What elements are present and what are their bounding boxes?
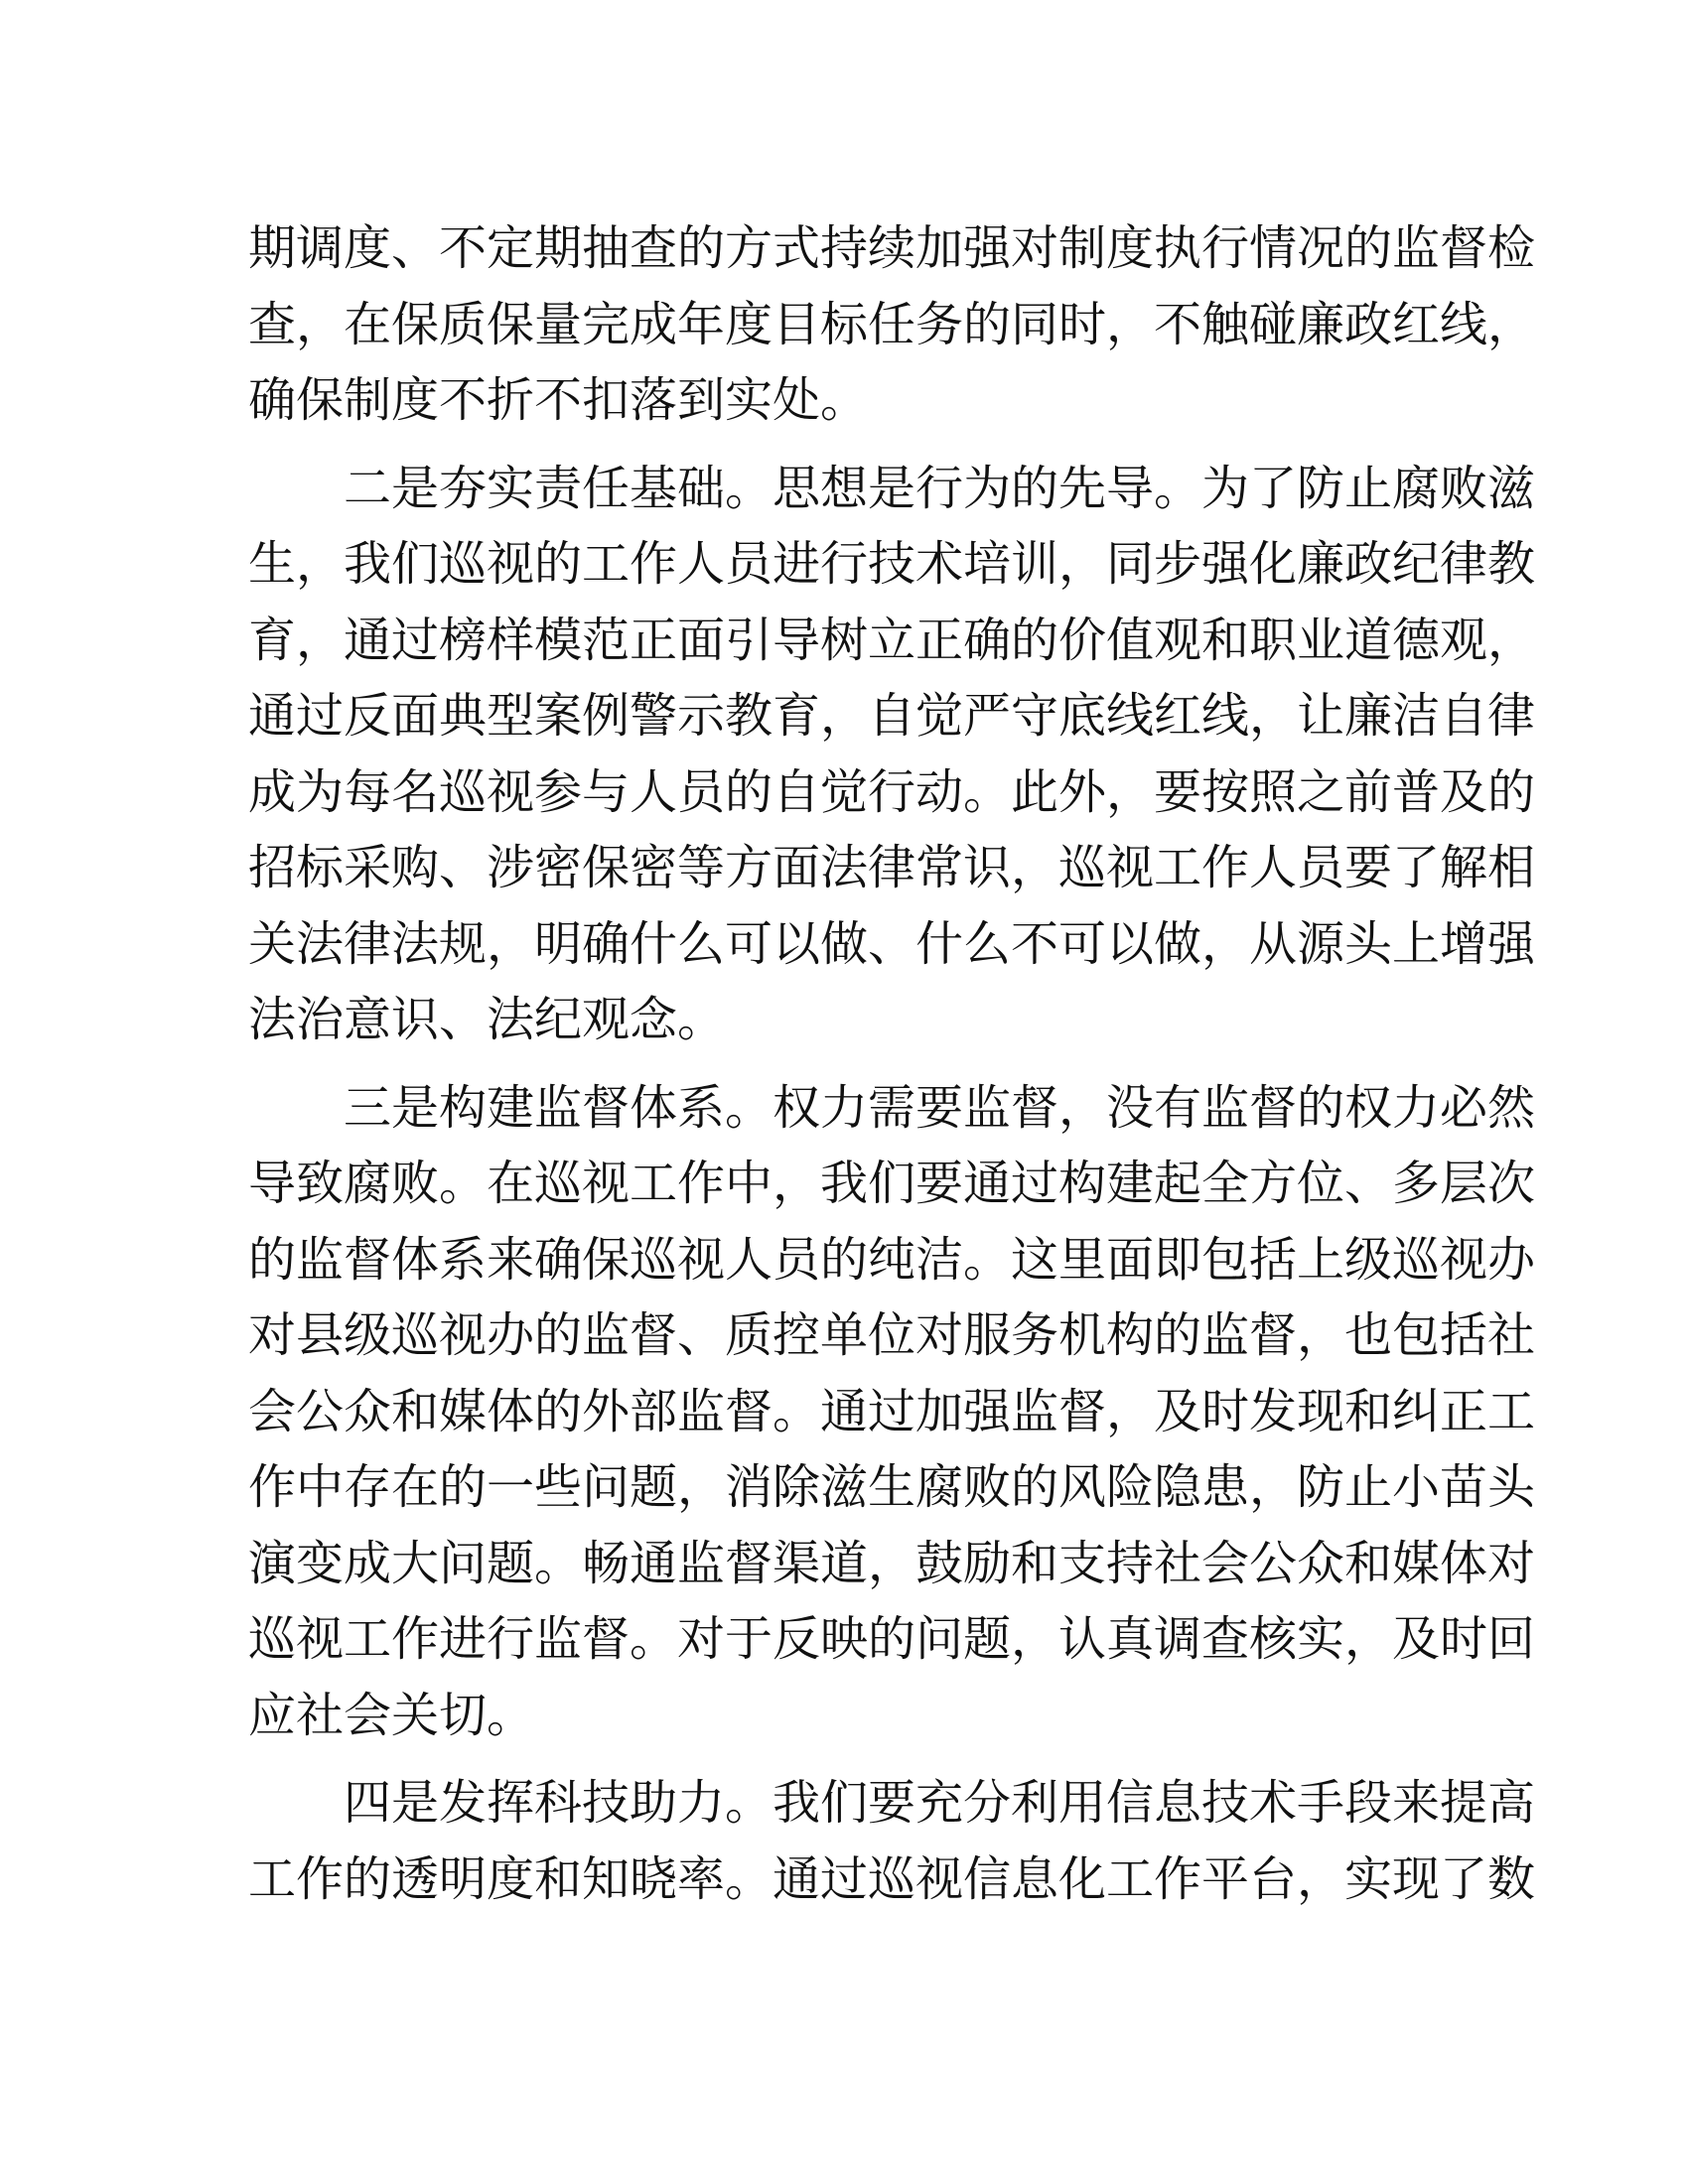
text-line: 工作的透明度和知晓率。通过巡视信息化工作平台，实现了数 xyxy=(248,1850,1536,1907)
text-line: 对县级巡视办的监督、质控单位对服务机构的监督，也包括社 xyxy=(248,1307,1536,1363)
text-line: 确保制度不折不扣落到实处。 xyxy=(248,372,869,428)
text-line: 招标采购、涉密保密等方面法律常识，巡视工作人员要了解相 xyxy=(248,840,1536,895)
text-line: 的监督体系来确保巡视人员的纯洁。这里面即包括上级巡视办 xyxy=(248,1231,1536,1288)
paragraph-3 xyxy=(248,1070,1536,1754)
text-line: 四是发挥科技助力。我们要充分利用信息技术手段来提高 xyxy=(344,1775,1536,1831)
text-line: 应社会关切。 xyxy=(248,1687,535,1743)
text-line: 查，在保质保量完成年度目标任务的同时，不触碰廉政红线， xyxy=(248,296,1536,352)
document-page xyxy=(248,210,1536,1917)
paragraph-4 xyxy=(248,1765,1536,1917)
text-line: 生，我们巡视的工作人员进行技术培训，同步强化廉政纪律教 xyxy=(248,536,1536,592)
text-line: 会公众和媒体的外部监督。通过加强监督，及时发现和纠正工 xyxy=(248,1383,1536,1439)
text-line: 期调度、不定期抽查的方式持续加强对制度执行情况的监督检 xyxy=(248,220,1536,276)
text-line: 作中存在的一些问题，消除滋生腐败的风险隐患，防止小苗头 xyxy=(248,1459,1536,1515)
text-line: 育，通过榜样模范正面引导树立正确的价值观和职业道德观， xyxy=(248,612,1536,668)
text-line: 成为每名巡视参与人员的自觉行动。此外，要按照之前普及的 xyxy=(248,763,1536,820)
text-line: 通过反面典型案例警示教育，自觉严守底线红线，让廉洁自律 xyxy=(248,688,1536,744)
paragraph-1 xyxy=(248,210,1536,439)
text-line: 法治意识、法纪观念。 xyxy=(248,992,726,1047)
text-line: 三是构建监督体系。权力需要监督，没有监督的权力必然 xyxy=(344,1079,1536,1136)
text-line: 关法律法规，明确什么可以做、什么不可以做，从源头上增强 xyxy=(248,915,1536,972)
text-line: 导致腐败。在巡视工作中，我们要通过构建起全方位、多层次 xyxy=(248,1156,1536,1211)
text-line: 二是夯实责任基础。思想是行为的先导。为了防止腐败滋 xyxy=(344,460,1536,516)
paragraph-2 xyxy=(248,451,1536,1058)
text-line: 巡视工作进行监督。对于反映的问题，认真调查核实，及时回 xyxy=(248,1611,1536,1667)
text-line: 演变成大问题。畅通监督渠道，鼓励和支持社会公众和媒体对 xyxy=(248,1535,1536,1591)
